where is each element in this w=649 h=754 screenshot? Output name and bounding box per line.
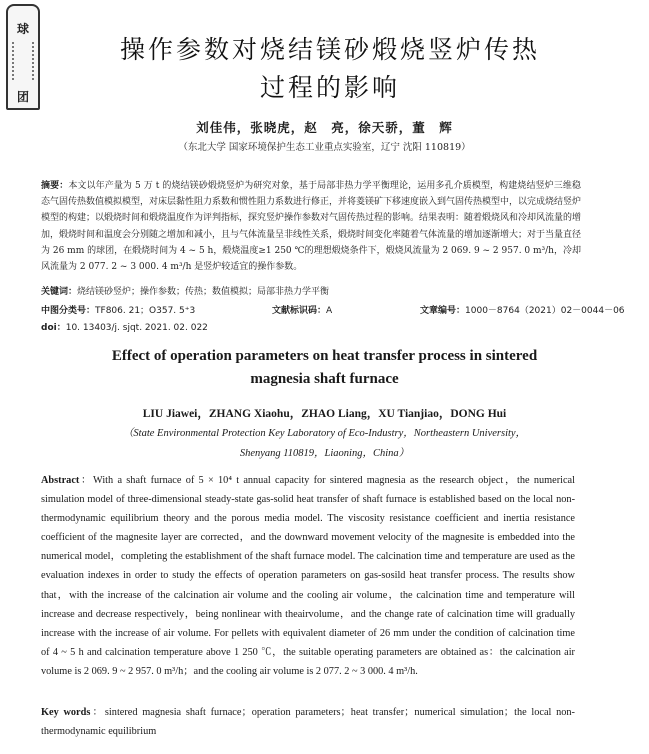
clc-number (41, 303, 195, 316)
en-abstract-label: Abstract (41, 475, 80, 486)
en-abstract (41, 471, 575, 681)
side-tab-dotted-ornament (12, 42, 34, 80)
zh-keywords-label: 关键词： (41, 287, 78, 297)
en-abstract-text: ：With a shaft furnace of 5 × 10⁴ t annual capacity for sintered magnesia as the research object，the numerical simulation model of three-dimensional steady-state gas-solid heat transfer of shaft furnace is established based on the local non-thermodynamic equilibrium theory and the porous media model. The viscosity resistance coefficient and inertia resistance coefficient of the magnesite layer are corrected，and the downward movement velocity of the magnesite is embedded into the numerical model，completing the establishment of the shaft furnace model. The calcination time and temperature are used as the evaluation indexes in order to study the effects of operation parameters on gas-sosild heat transfer process. The results show that，with the increase of the calcination air volume and the cooling air volume，the calcination time and temperature will increase and decrease respectively，being nonlinear with theairvolume，and the change rate of calcination time will gradually increase with the increase of air volume. For pellets with equivalent diameter of 26 mm under the condition of calcination time of 4 ~ 5 h and calcination temperature above 1 250 ℃，the suitable operating parameters are obtained as：the calcination air volume is 2 069. 9 ~ 2 957. 0 m³/h；and the cooling air volume is 2 077. 2 ~ 3 000. 4 m³/h. (41, 475, 575, 677)
en-affiliation-line1: （State Environmental Protection Key Laboratory of Eco-Industry，Northeastern University， (122, 428, 527, 439)
article-label: 文章编号： (420, 306, 466, 316)
zh-abstract-text: 本文以年产量为 5 万 t 的烧结镁砂煅烧竖炉为研究对象，基于局部非热力学平衡理论，运用多孔介质模型，构建烧结竖炉三维稳态气固传热数值模拟模型，对床层黏性阻力系数和惯性阻力系数进行修正，并将菱镁矿下移速度嵌入到气固传热模型中，以完成烧结竖炉模型的构建；以煅烧时间和煅烧温度作为评判指标，探究竖炉操作参数对气固传热过程的影响。结果表明：随着煅烧风和冷却风流量的增加，煅烧时间和温度会分别随之增加和减小，且与气体流量呈非线性关系，煅烧时间变化率随着气体流量的增加逐渐增大；对于当量直径为 26 mm 的球团，在煅烧时间为 4 ~ 5 h，煅烧温度≥1 250 ℃的理想煅烧条件下，煅烧风流量为 2 069. 9 ~ 2 957. 0 m³/h，冷却风流量为 2 077. 2 ~ 3 000. 4 m³/h 是竖炉较适宜的操作参数。 (41, 181, 582, 273)
doi (41, 320, 208, 333)
en-title-line1: Effect of operation parameters on heat transfer process in sintered (111, 348, 538, 364)
zh-affiliation: （东北大学 国家环境保护生态工业重点实验室，辽宁 沈阳 110819） (178, 142, 471, 153)
zh-title-line2: 过程的影响 (259, 73, 400, 102)
en-keywords (41, 703, 575, 741)
en-keywords-label: Key words (41, 707, 91, 718)
section-side-tab (6, 4, 40, 110)
article-number (420, 303, 625, 316)
clc-value: TF806. 21；O357. 5⁺3 (95, 306, 196, 316)
doccode-value: A (326, 306, 333, 316)
en-affiliation-line2: Shenyang 110819，Liaoning，China） (239, 448, 410, 459)
zh-title-line1: 操作参数对烧结镁砂煅烧竖炉传热 (119, 35, 540, 64)
en-title-line2: magnesia shaft furnace (250, 371, 399, 387)
zh-abstract (41, 178, 581, 275)
doi-label: doi： (41, 323, 66, 333)
zh-keywords (41, 284, 581, 297)
doccode-label: 文献标识码： (272, 306, 327, 316)
article-value: 1000－8764（2021）02－0044－06 (465, 306, 625, 316)
zh-abstract-label: 摘要： (41, 181, 69, 191)
doi-value: 10. 13403/j. sjqt. 2021. 02. 022 (65, 323, 208, 333)
document-code (272, 303, 332, 316)
en-keywords-text: ：sintered magnesia shaft furnace；operation parameters；heat transfer；numerical simulation；the local non-thermodynamic equilibrium (41, 707, 575, 738)
zh-keywords-text: 烧结镁砂竖炉；操作参数；传热；数值模拟；局部非热力学平衡 (77, 287, 330, 297)
side-tab-char-top: 球 (16, 22, 29, 36)
clc-label: 中图分类号： (41, 306, 96, 316)
zh-authors: 刘佳伟，张晓虎，赵 亮，徐天骄，董 辉 (196, 120, 453, 135)
side-tab-char-bottom: 团 (16, 90, 29, 104)
en-authors: LIU Jiawei，ZHANG Xiaohu，ZHAO Liang，XU Tianjiao，DONG Hui (142, 408, 507, 420)
